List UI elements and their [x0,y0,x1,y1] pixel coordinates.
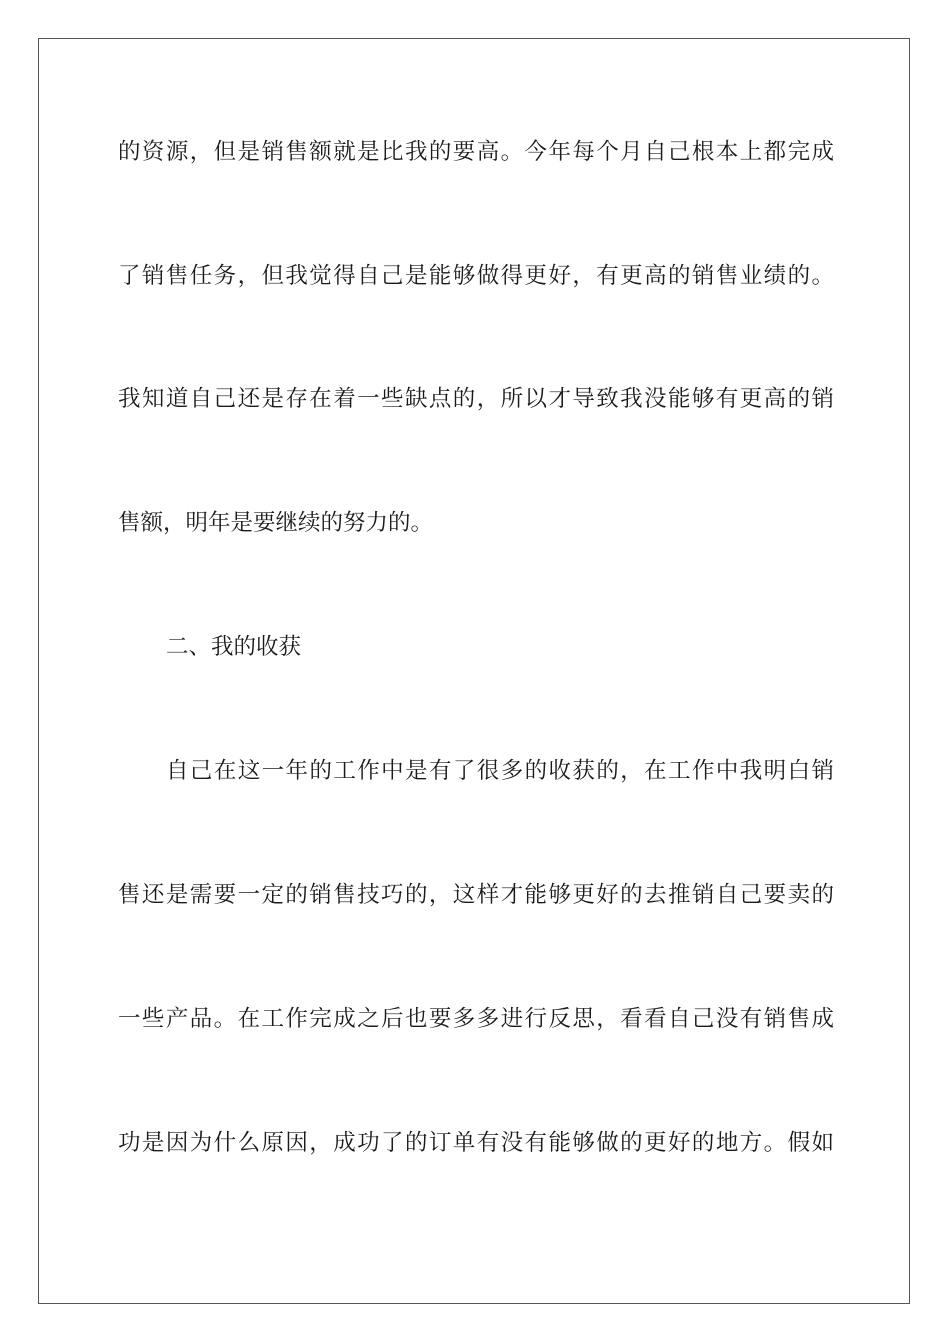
text-line: 售额，明年是要继续的努力的。 [118,510,434,536]
text-line: 自己在这一年的工作中是有了很多的收获的，在工作中我明白销 [166,758,834,784]
text-line: 的资源，但是销售额就是比我的要高。今年每个月自己根本上都完成 [118,139,834,165]
page-border [38,38,910,1304]
text-line: 我知道自己还是存在着一些缺点的，所以才导致我没能够有更高的销 [118,386,834,412]
text-line: 了销售任务，但我觉得自己是能够做得更好，有更高的销售业绩的。 [118,263,834,289]
text-line: 一些产品。在工作完成之后也要多多进行反思，看看自己没有销售成 [118,1006,834,1032]
section-heading: 二、我的收获 [166,634,302,660]
text-line: 功是因为什么原因，成功了的订单有没有能够做的更好的地方。假如 [118,1130,834,1156]
text-line: 售还是需要一定的销售技巧的，这样才能够更好的去推销自己要卖的 [118,882,834,908]
